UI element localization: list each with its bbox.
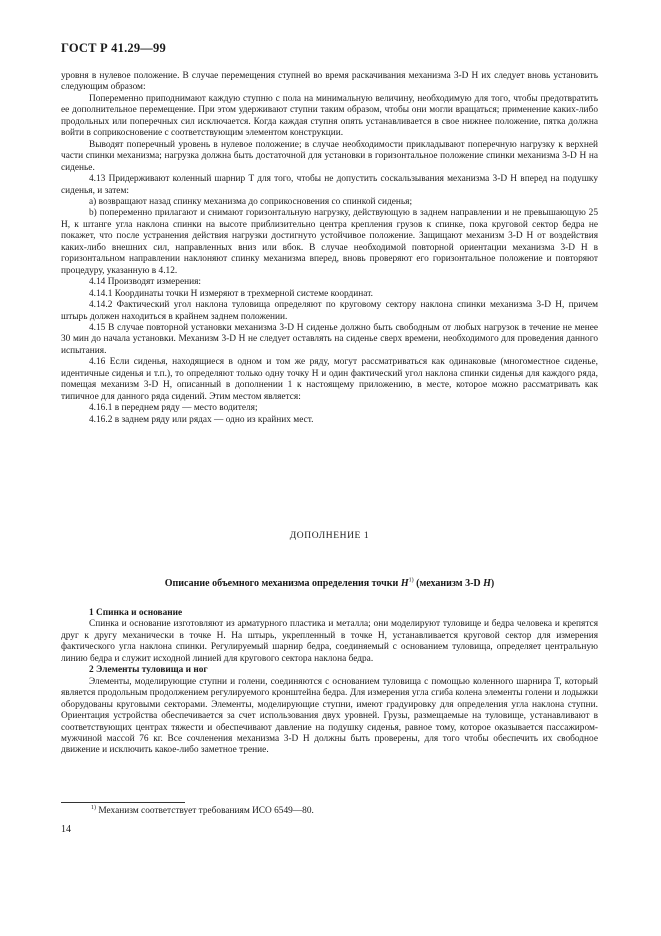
list-item: b) попеременно прилагают и снимают горизонтальную нагрузку, действующую в заднем направлении и не превышающую 25 Н, к штанге угла наклона спинки на высоте приблизительно центра крепления грузов к спинке, пока круговой сектор бедра не покажет, что после устранения действия нагрузки достигнуто устойчивое положение. Защищают механизм 3-D H от воздействия каких-либо внешних сил, направленных вниз или вбок. В случае необходимой повторной ориентации механизма 3-D H в горизонтальном направлении наклоняют спинку механизма вперед, вновь проверяют его горизонтальное положение и повторяют процедуру, указанную в 4.12. — [61, 208, 598, 276]
paragraph: 4.14.1 Координаты точки H измеряют в трехмерной системе координат. — [89, 288, 373, 299]
section-heading: 2 Элементы туловища и ног — [89, 665, 208, 676]
footnote — [91, 806, 314, 816]
paragraph: 4.16 Если сиденья, находящиеся в одном и том же ряду, могут рассматриваться как одинаковые (многоместное сиденье, идентичные сиденья и т.п.), то определяют только одну точку H и один фактический угол наклона спинки сиденья для каждого ряда, помещая механизм 3-D H, описанный в дополнении 1 к настоящему приложению, в месте, которое можно рассматривать как типичное для данного ряда сидений. Этим местом является: — [61, 357, 598, 402]
paragraph: 4.14 Производят измерения: — [89, 277, 202, 288]
subtitle-text: (механизм 3-D — [413, 578, 484, 589]
paragraph: Попеременно приподнимают каждую ступню с пола на минимальную величину, необходимую для того, чтобы предотвратить ее дополнительное перемещение. При этом удерживают ступни таким образом, чтобы они могли вращаться; применение каких-либо продольных или поперечных сил исключается. Когда каждая ступня опять устанавливается в свое нижнее положение, пятка должна войти в соприкосновение с соответствующим элементом конструкции. — [61, 93, 598, 139]
footnote-text: Механизм соответствует требованиям ИСО 6549—80. — [96, 806, 314, 816]
main-text-block — [61, 71, 598, 426]
supplement-text-block — [61, 608, 598, 757]
supplement-title: ДОПОЛНЕНИЕ 1 — [289, 531, 370, 541]
footnote-marker: 1) — [408, 577, 414, 584]
section-heading: 1 Спинка и основание — [89, 608, 183, 618]
document-header: ГОСТ Р 41.29—99 — [61, 41, 166, 55]
paragraph: 4.14.2 Фактический угол наклона туловища определяют по круговому сектору наклона спинки механизма 3-D H, причем штырь должен находиться в крайнем заднем положении. — [61, 300, 598, 322]
list-item: a) возвращают назад спинку механизма до соприкосновения со спинкой сиденья; — [89, 196, 413, 207]
subtitle-point-symbol: H — [483, 578, 491, 589]
page-number: 14 — [61, 824, 71, 835]
list-item: 4.16.1 в переднем ряду — место водителя; — [89, 403, 258, 414]
paragraph: Выводят поперечный уровень в нулевое положение; в случае необходимости прикладывают поперечную нагрузку к верхней части спинки механизма; нагрузка должна быть достаточной для установки в горизонтальное положение спинки механизма 3-D H на сиденье. — [61, 139, 598, 173]
paragraph: 4.15 В случае повторной установки механизма 3-D H сиденье должно быть свободным от любых нагрузок в течение не менее 30 мин до начала установки. Механизм 3-D H не следует оставлять на сиденье сверх времени, необходимого для проведения данного испытания. — [61, 322, 598, 356]
subtitle-point-symbol: H — [400, 578, 409, 589]
footnote-marker: 1) — [91, 804, 96, 811]
paragraph: 4.13 Придерживают коленный шарнир T для того, чтобы не допустить соскальзывания механизма 3-D H вперед на подушку сиденья, и затем: — [61, 174, 598, 196]
footnote-divider — [61, 802, 185, 803]
paragraph: Элементы, моделирующие ступни и голени, соединяются с основанием туловища с помощью коленного шарнира T, который является продольным продолжением регулируемого кронштейна бедра. Для измерения угла сгиба колена элементы голени и лодыжки оборудованы круговыми секторами. Элементы, моделирующие ступни, имеют градуировку для определения угла наклона ступни. Ориентация устройства обеспечивается за счет использования двух уровней. Грузы, размещаемые на туловище, устанавливают в соответствующих центрах тяжести и обеспечивают давление на подушку сиденья, равное тому, которое оказывается пассажиром-мужчиной массой 76 кг. Все сочленения механизма 3-D H должны быть проверены, для того чтобы обеспечить их свободное движение и исключить какое-либо заметное трение. — [61, 676, 598, 756]
paragraph: Спинка и основание изготовляют из арматурного пластика и металла; они моделируют туловище и бедра человека и крепятся друг к другу механически в точке H. На штырь, укрепленный в точке H, устанавливается круговой сектор для измерения фактического угла наклона спинки. Регулируемый шарнир бедра, соединяемый с основанием туловища, определяет центральную линию бедра и служит исходной линией для кругового сектора наклона бедра. — [61, 619, 598, 664]
paragraph: уровня в нулевое положение. В случае перемещения ступней во время раскачивания механизма 3-D H их следует вновь установить следующим образом: — [61, 71, 598, 93]
list-item: 4.16.2 в заднем ряду или рядах — одно из крайних мест. — [89, 414, 314, 425]
subtitle-text: ) — [490, 578, 495, 589]
subtitle-text: Описание объемного механизма определения точки — [164, 578, 401, 589]
supplement-subtitle — [61, 578, 598, 589]
